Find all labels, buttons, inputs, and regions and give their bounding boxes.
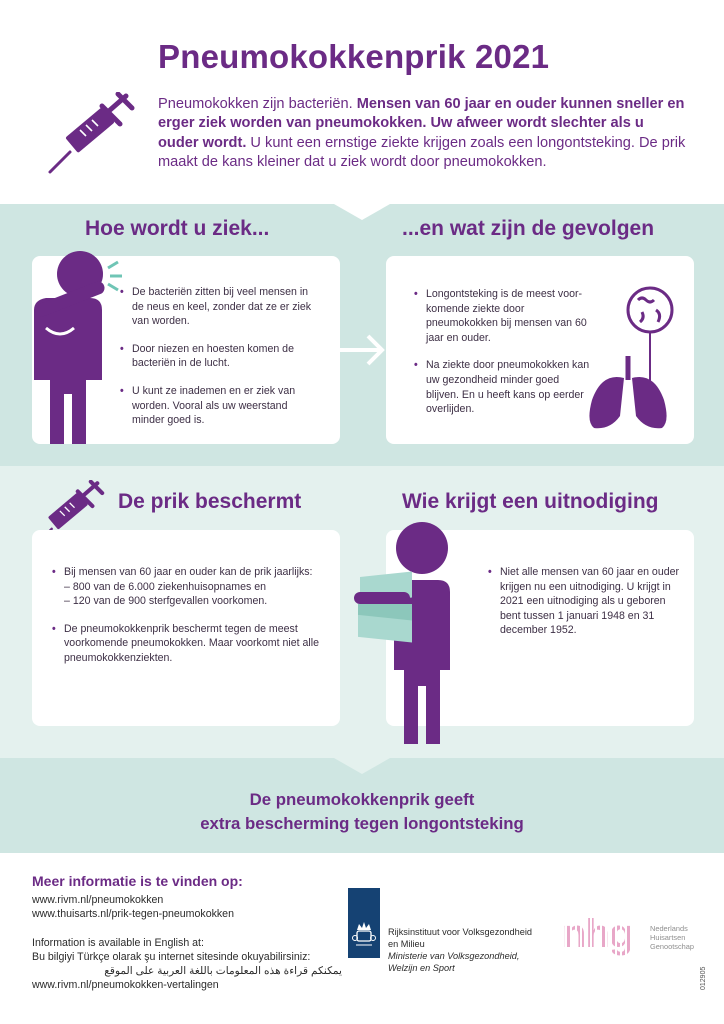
intro-text <box>158 95 688 173</box>
english-info: Information is available in English at: <box>32 937 204 949</box>
list-item: • U kunt ze inademen en er ziek van worden. Vooral als uw weerstand minder goed is. <box>120 384 320 428</box>
intro-part2: U kunt een ernstige ziekte krijgen zoals een longontsteking. De prik maakt de kans kleiner dat u ziek wordt door pneumokokken. <box>158 134 686 171</box>
heading-ziek: Hoe wordt u ziek... <box>85 217 270 240</box>
rivm-line3: Ministerie van Volksgezondheid, <box>388 951 520 961</box>
list-uitnodiging <box>488 565 684 651</box>
list-item: • De bacteriën zitten bij veel mensen in de neus en keel, zonder dat ze er ziek van worden. <box>120 285 320 329</box>
nhg-name <box>650 924 694 951</box>
arabic-info: يمكنكم قراءة هذه المعلومات باللغة العربية على الموقع <box>104 965 342 977</box>
list-gevolgen <box>414 287 594 430</box>
more-info-heading: Meer informatie is te vinden op: <box>32 873 243 889</box>
arrow-right-icon <box>338 334 388 366</box>
cta-line2: extra bescherming tegen longontsteking <box>200 814 524 833</box>
cta-text <box>0 788 724 836</box>
heading-gevolgen: ...en wat zijn de gevolgen <box>402 217 655 240</box>
sneezing-person-icon <box>14 244 128 454</box>
list-item: • Bij mensen van 60 jaar en ouder kan de prik jaarlijks: <box>52 565 338 580</box>
nhg-logo: nhg <box>562 912 633 956</box>
intro-part1: Pneumokokken zijn bacteriën. <box>158 96 357 112</box>
list-subitem: – 120 van de 900 sterfgevallen voorkomen. <box>64 595 268 608</box>
band-notch-2 <box>334 758 390 774</box>
turkish-info: Bu bilgiyi Türkçe olarak şu internet sitesinde okuyabilirsiniz: <box>32 951 311 963</box>
heading-prik: De prik beschermt <box>118 490 302 513</box>
rivm-logo <box>348 888 380 958</box>
intro-bold: Mensen van 60 jaar en ouder kunnen sneller en erger ziek worden van pneumokokken. Uw afweer wordt slechter als u ouder wordt. <box>158 96 685 151</box>
nhg-line2: Huisartsen <box>650 933 686 942</box>
nhg-line3: Genootschap <box>650 942 694 951</box>
list-ziek <box>120 285 320 441</box>
list-item: • De pneumokokkenprik beschermt tegen de meest voorkomende pneumokokken. Maar voorkomt niet alle pneumokokkenziekten. <box>52 622 338 666</box>
lungs-bacteria-icon <box>580 282 684 430</box>
rivm-line4: Welzijn en Sport <box>388 963 455 973</box>
link-vertalingen[interactable]: www.rivm.nl/pneumokokken-vertalingen <box>32 979 219 991</box>
person-with-letter-icon <box>350 520 470 750</box>
list-prik <box>52 565 338 679</box>
link-rivm[interactable]: www.rivm.nl/pneumokokken <box>32 894 164 906</box>
syringe-icon <box>44 92 136 178</box>
crown-emblem-icon <box>348 888 380 958</box>
list-subitem: – 800 van de 6.000 ziekenhuisopnames en <box>64 580 267 593</box>
list-item: • Door niezen en hoesten komen de bacteriën in de lucht. <box>120 342 320 371</box>
rivm-line2: en Milieu <box>388 939 425 949</box>
list-item: • Niet alle mensen van 60 jaar en ouder krijgen nu een uitnodiging. U krijgt in 2021 een uitnodiging als u geboren bent tussen 1 januari 1948 en 31 december 1952. <box>488 565 684 638</box>
nhg-line1: Nederlands <box>650 924 688 933</box>
rivm-line1: Rijksinstituut voor Volksgezondheid <box>388 927 533 937</box>
rivm-name <box>388 926 532 974</box>
list-item: • Na ziekte door pneumokokken kan uw gezondheid minder goed blijven. En u heeft kans op eerder overlijden. <box>414 358 594 416</box>
link-thuisarts[interactable]: www.thuisarts.nl/prik-tegen-pneumokokken <box>32 908 234 920</box>
document-code: 012905 <box>700 966 707 990</box>
band-notch <box>334 204 390 220</box>
cta-line1: De pneumokokkenprik geeft <box>249 790 475 809</box>
list-item: • Longontsteking is de meest voor-komende ziekte door pneumokokken bij mensen van 60 jaar en ouder. <box>414 287 594 345</box>
page-title: Pneumokokkenprik 2021 <box>158 38 550 75</box>
heading-uitnodiging: Wie krijgt een uitnodiging <box>402 490 659 513</box>
